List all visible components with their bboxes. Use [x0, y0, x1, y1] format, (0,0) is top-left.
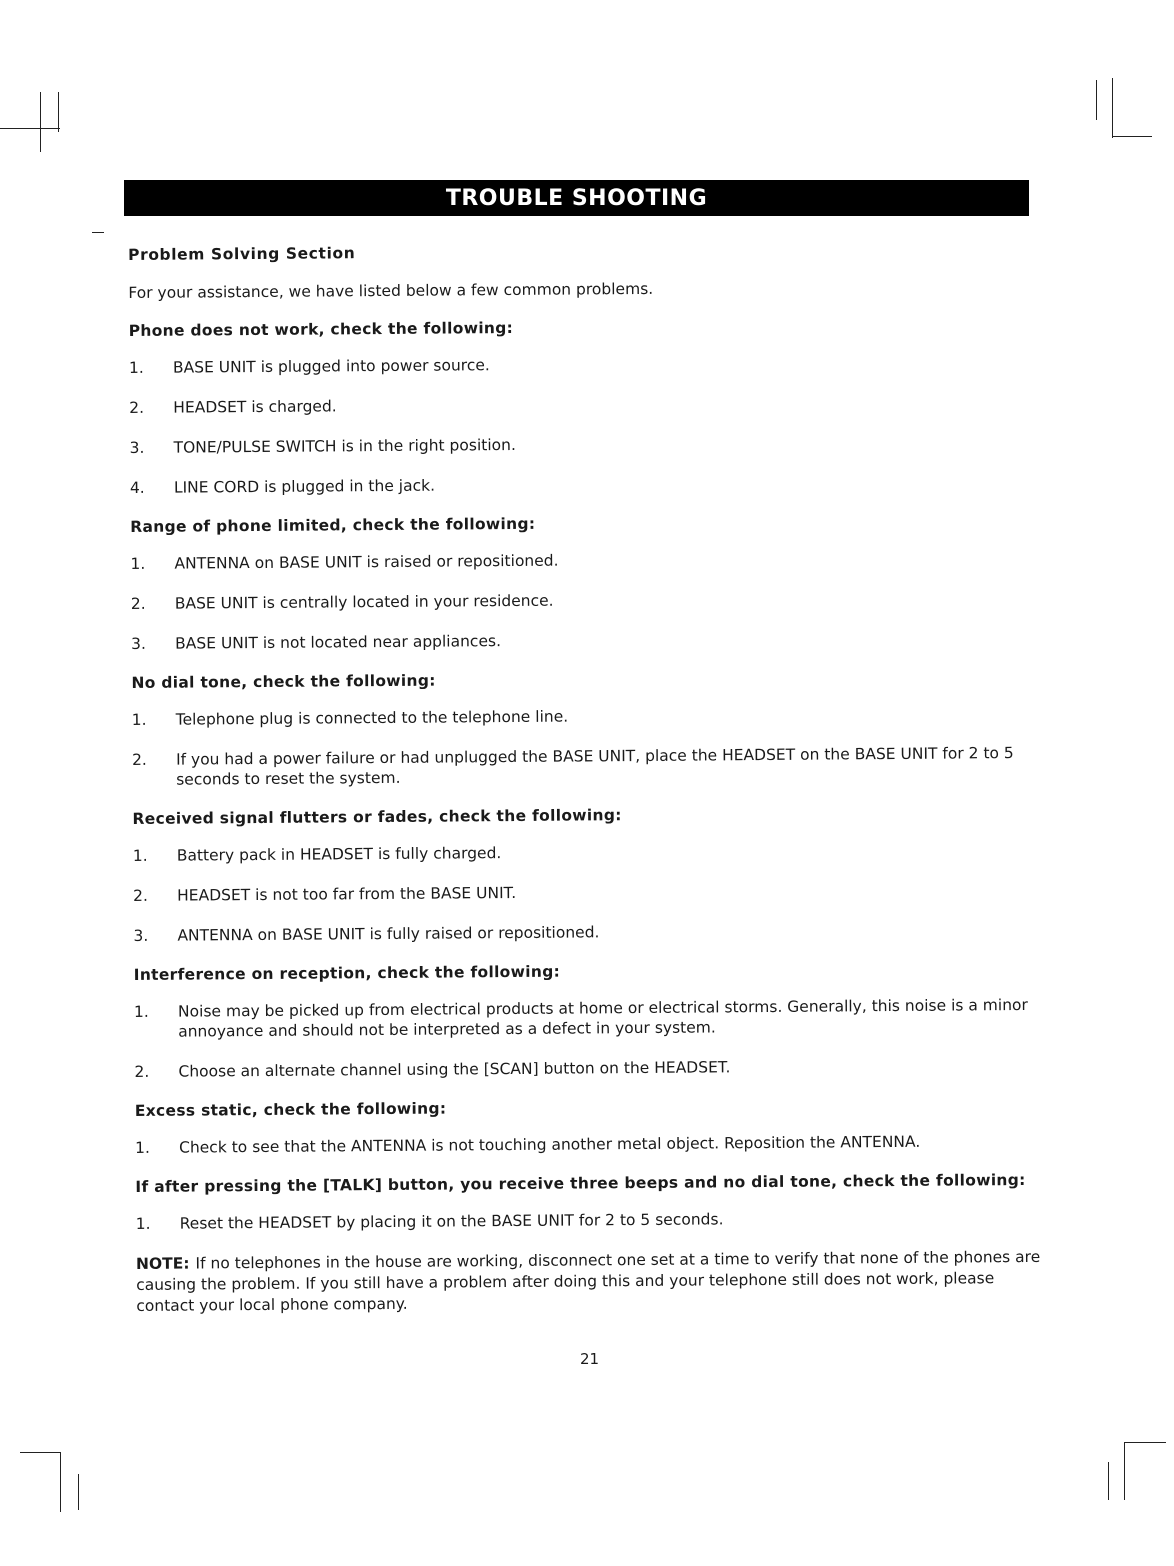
item-text: Choose an alternate channel using the [SCAN] button on the HEADSET. — [178, 1058, 731, 1081]
item-text: BASE UNIT is centrally located in your residence. — [174, 591, 554, 613]
page-number: 21 — [580, 1350, 600, 1368]
item-text: BASE UNIT is not located near appliances. — [175, 632, 502, 653]
item-number: 1. — [135, 1138, 150, 1157]
document-title: Problem Solving Section — [128, 244, 356, 264]
section-heading: Phone does not work, check the following: — [128, 318, 514, 340]
section-heading: If after pressing the [TALK] button, you receive three beeps and no dial tone, check the following: — [135, 1170, 1026, 1196]
item-number: 1. — [132, 846, 148, 865]
section-signal-flutters — [132, 803, 1043, 946]
list-item — [129, 351, 1039, 378]
section-phone-not-working — [129, 315, 1040, 498]
crop-mark-top-left-v — [58, 92, 59, 132]
section-heading: No dial tone, check the following: — [131, 671, 436, 692]
item-text: Reset the HEADSET by placing it on the BASE UNIT for 2 to 5 seconds. — [179, 1210, 724, 1233]
crop-mark-bottom-left-v — [60, 1452, 61, 1512]
crop-mark-bottom-left-h — [20, 1452, 60, 1453]
item-number: 4. — [129, 478, 145, 497]
list-item — [133, 879, 1043, 906]
list-item — [130, 547, 1040, 574]
item-text: If you had a power failure or had unplugged the BASE UNIT, place the HEADSET on the BASE UNIT for 2 to 5 seconds to reset the system. — [175, 744, 1014, 789]
section-heading: Interference on reception, check the following: — [133, 962, 561, 984]
item-number: 1. — [130, 554, 146, 573]
list-item — [132, 703, 1042, 730]
item-text: HEADSET is charged. — [173, 397, 337, 417]
item-number: 2. — [129, 398, 145, 417]
list-item — [130, 471, 1040, 498]
note-text: If no telephones in the house are working, disconnect one set at a time to verify that none of the phones are causing the problem. If you still have a problem after doing this and your telephone still does not work, please contact your local phone company. — [136, 1247, 1041, 1315]
list-item — [131, 627, 1041, 654]
item-text: HEADSET is not too far from the BASE UNIT. — [177, 883, 517, 905]
list-item — [133, 839, 1043, 866]
crop-mark-bottom-right-v2 — [1108, 1462, 1109, 1500]
item-number: 1. — [133, 1002, 149, 1021]
list-item — [134, 1055, 1044, 1082]
section-range-limited — [130, 511, 1041, 654]
list-item — [129, 391, 1039, 418]
list-item — [130, 431, 1040, 458]
item-number: 1. — [131, 710, 147, 729]
item-number: 2. — [134, 1062, 150, 1081]
crop-mark-top-right-v — [1096, 80, 1097, 120]
item-number: 2. — [133, 886, 148, 905]
crop-mark-bottom-left-v2 — [78, 1474, 79, 1510]
crop-mark-top-left-v2 — [40, 92, 41, 152]
item-text: ANTENNA on BASE UNIT is raised or repositioned. — [174, 551, 559, 573]
item-text: Check to see that the ANTENNA is not touching another metal object. Reposition the ANTENNA. — [179, 1132, 921, 1157]
section-three-beeps — [135, 1171, 1045, 1234]
item-number: 1. — [128, 358, 144, 377]
section-banner-title: TROUBLE SHOOTING — [445, 186, 708, 211]
item-text: TONE/PULSE SWITCH is in the right position. — [173, 435, 516, 457]
item-text: ANTENNA on BASE UNIT is fully raised or repositioned. — [177, 923, 600, 945]
intro-text: For your assistance, we have listed below a few common problems. — [128, 279, 654, 302]
item-text: Battery pack in HEADSET is fully charged. — [176, 844, 502, 865]
crop-mark-bottom-right-v — [1124, 1442, 1125, 1500]
crop-mark-top-right-h — [1112, 136, 1152, 137]
list-item — [136, 1207, 1046, 1234]
list-item — [132, 743, 1042, 790]
troubleshooting-content — [128, 239, 1046, 1317]
list-item — [133, 919, 1043, 946]
item-text: Telephone plug is connected to the telephone line. — [175, 707, 569, 729]
section-heading: Excess static, check the following: — [134, 1099, 447, 1120]
crop-mark-bottom-right-h — [1124, 1442, 1166, 1443]
note-label: NOTE: — [135, 1254, 190, 1273]
list-item — [131, 587, 1041, 614]
item-text: Noise may be picked up from electrical products at home or electrical storms. Generally, this noise is a minor annoyance and should not be interpreted as a defect in your system. — [177, 995, 1028, 1041]
item-text: LINE CORD is plugged in the jack. — [173, 476, 436, 497]
note-paragraph — [136, 1247, 1046, 1317]
item-number: 1. — [135, 1214, 151, 1233]
item-number: 2. — [131, 750, 147, 769]
item-number: 3. — [131, 634, 146, 653]
list-item — [135, 1131, 1045, 1158]
section-banner — [124, 180, 1029, 216]
list-item — [134, 995, 1044, 1042]
crop-mark-top-left-h — [0, 128, 60, 129]
section-no-dial-tone — [131, 667, 1042, 790]
item-number: 2. — [130, 594, 146, 613]
section-heading: Range of phone limited, check the following: — [130, 514, 536, 536]
crop-mark-top-right-v2 — [1112, 78, 1113, 138]
section-excess-static — [135, 1095, 1045, 1158]
section-interference — [134, 959, 1045, 1082]
item-text: BASE UNIT is plugged into power source. — [172, 356, 490, 377]
item-number: 3. — [129, 438, 145, 457]
section-heading: Received signal flutters or fades, check the following: — [132, 806, 622, 828]
item-number: 3. — [133, 926, 149, 945]
margin-tick — [92, 232, 104, 233]
